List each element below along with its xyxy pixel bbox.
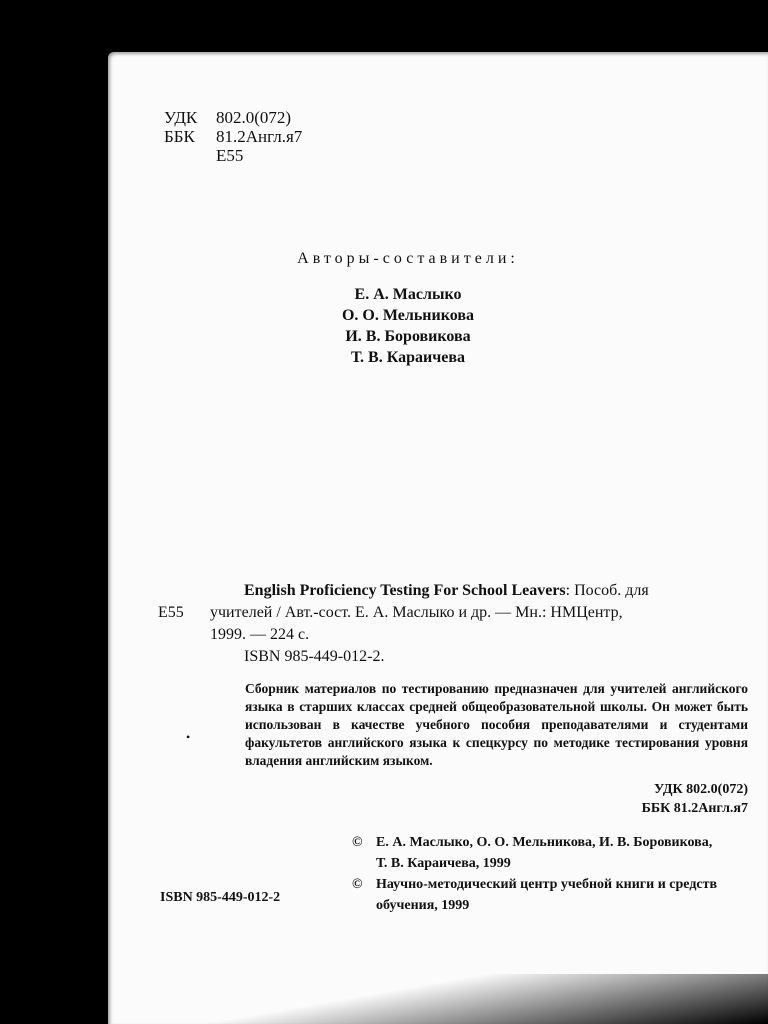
annotation-text: Сборник материалов по тестированию предназначен для учителей английского языка в старших классах средней общеобразовательной школы. Он может быть использован в качестве учебного пособия преподавателями и студентами факультетов английского языка к спецкурсу по методике тестирования уровня владения английским языком. xyxy=(245,681,748,768)
copyright-icon: © xyxy=(352,877,363,892)
classification-block xyxy=(164,108,302,165)
author-name: Е. А. Маслыко xyxy=(354,286,462,303)
right-bbk: ББК 81.2Англ.я7 xyxy=(641,801,748,816)
copyright-icon: © xyxy=(352,835,363,850)
bib-line2: учителей / Авт.-сост. Е. А. Маслыко и др. — Мн.: НМЦентр, xyxy=(210,604,623,621)
bib-code: Е55 xyxy=(158,604,184,621)
author-name: Т. В. Караичева xyxy=(350,349,465,366)
udk-label: УДК xyxy=(164,108,198,127)
bib-line3: 1999. — 224 с. xyxy=(210,626,310,643)
copyright-line1: Е. А. Маслыко, О. О. Мельникова, И. В. Боровикова, xyxy=(376,835,713,850)
bbk-value: 81.2Англ.я7 xyxy=(216,127,303,146)
isbn-bottom: ISBN 985-449-012-2 xyxy=(160,890,281,905)
bib-line1-rest: : Пособ. для xyxy=(565,582,649,599)
right-udk: УДК 802.0(072) xyxy=(654,782,748,797)
authors-list xyxy=(108,284,708,368)
copyright-block xyxy=(352,832,752,916)
authors-heading: Авторы-составители: xyxy=(297,250,519,267)
copyright-line2b: обучения, 1999 xyxy=(376,898,470,913)
bbk-label: ББК xyxy=(164,127,195,146)
author-mark: Е55 xyxy=(216,146,244,165)
author-name: О. О. Мельникова xyxy=(341,307,474,324)
bibliographic-entry xyxy=(158,580,748,668)
book-title: English Proficiency Testing For School Leavers xyxy=(244,582,566,599)
bib-isbn: ISBN 985-449-012-2. xyxy=(244,648,385,665)
udk-value: 802.0(072) xyxy=(216,108,292,127)
right-classification xyxy=(608,780,748,818)
copyright-line1b: Т. В. Караичева, 1999 xyxy=(376,856,511,871)
bullet-mark: • xyxy=(186,730,191,744)
copyright-line2: Научно-методический центр учебной книги и средств xyxy=(376,877,718,892)
author-name: И. В. Боровикова xyxy=(345,328,471,345)
book-page xyxy=(108,52,768,1024)
